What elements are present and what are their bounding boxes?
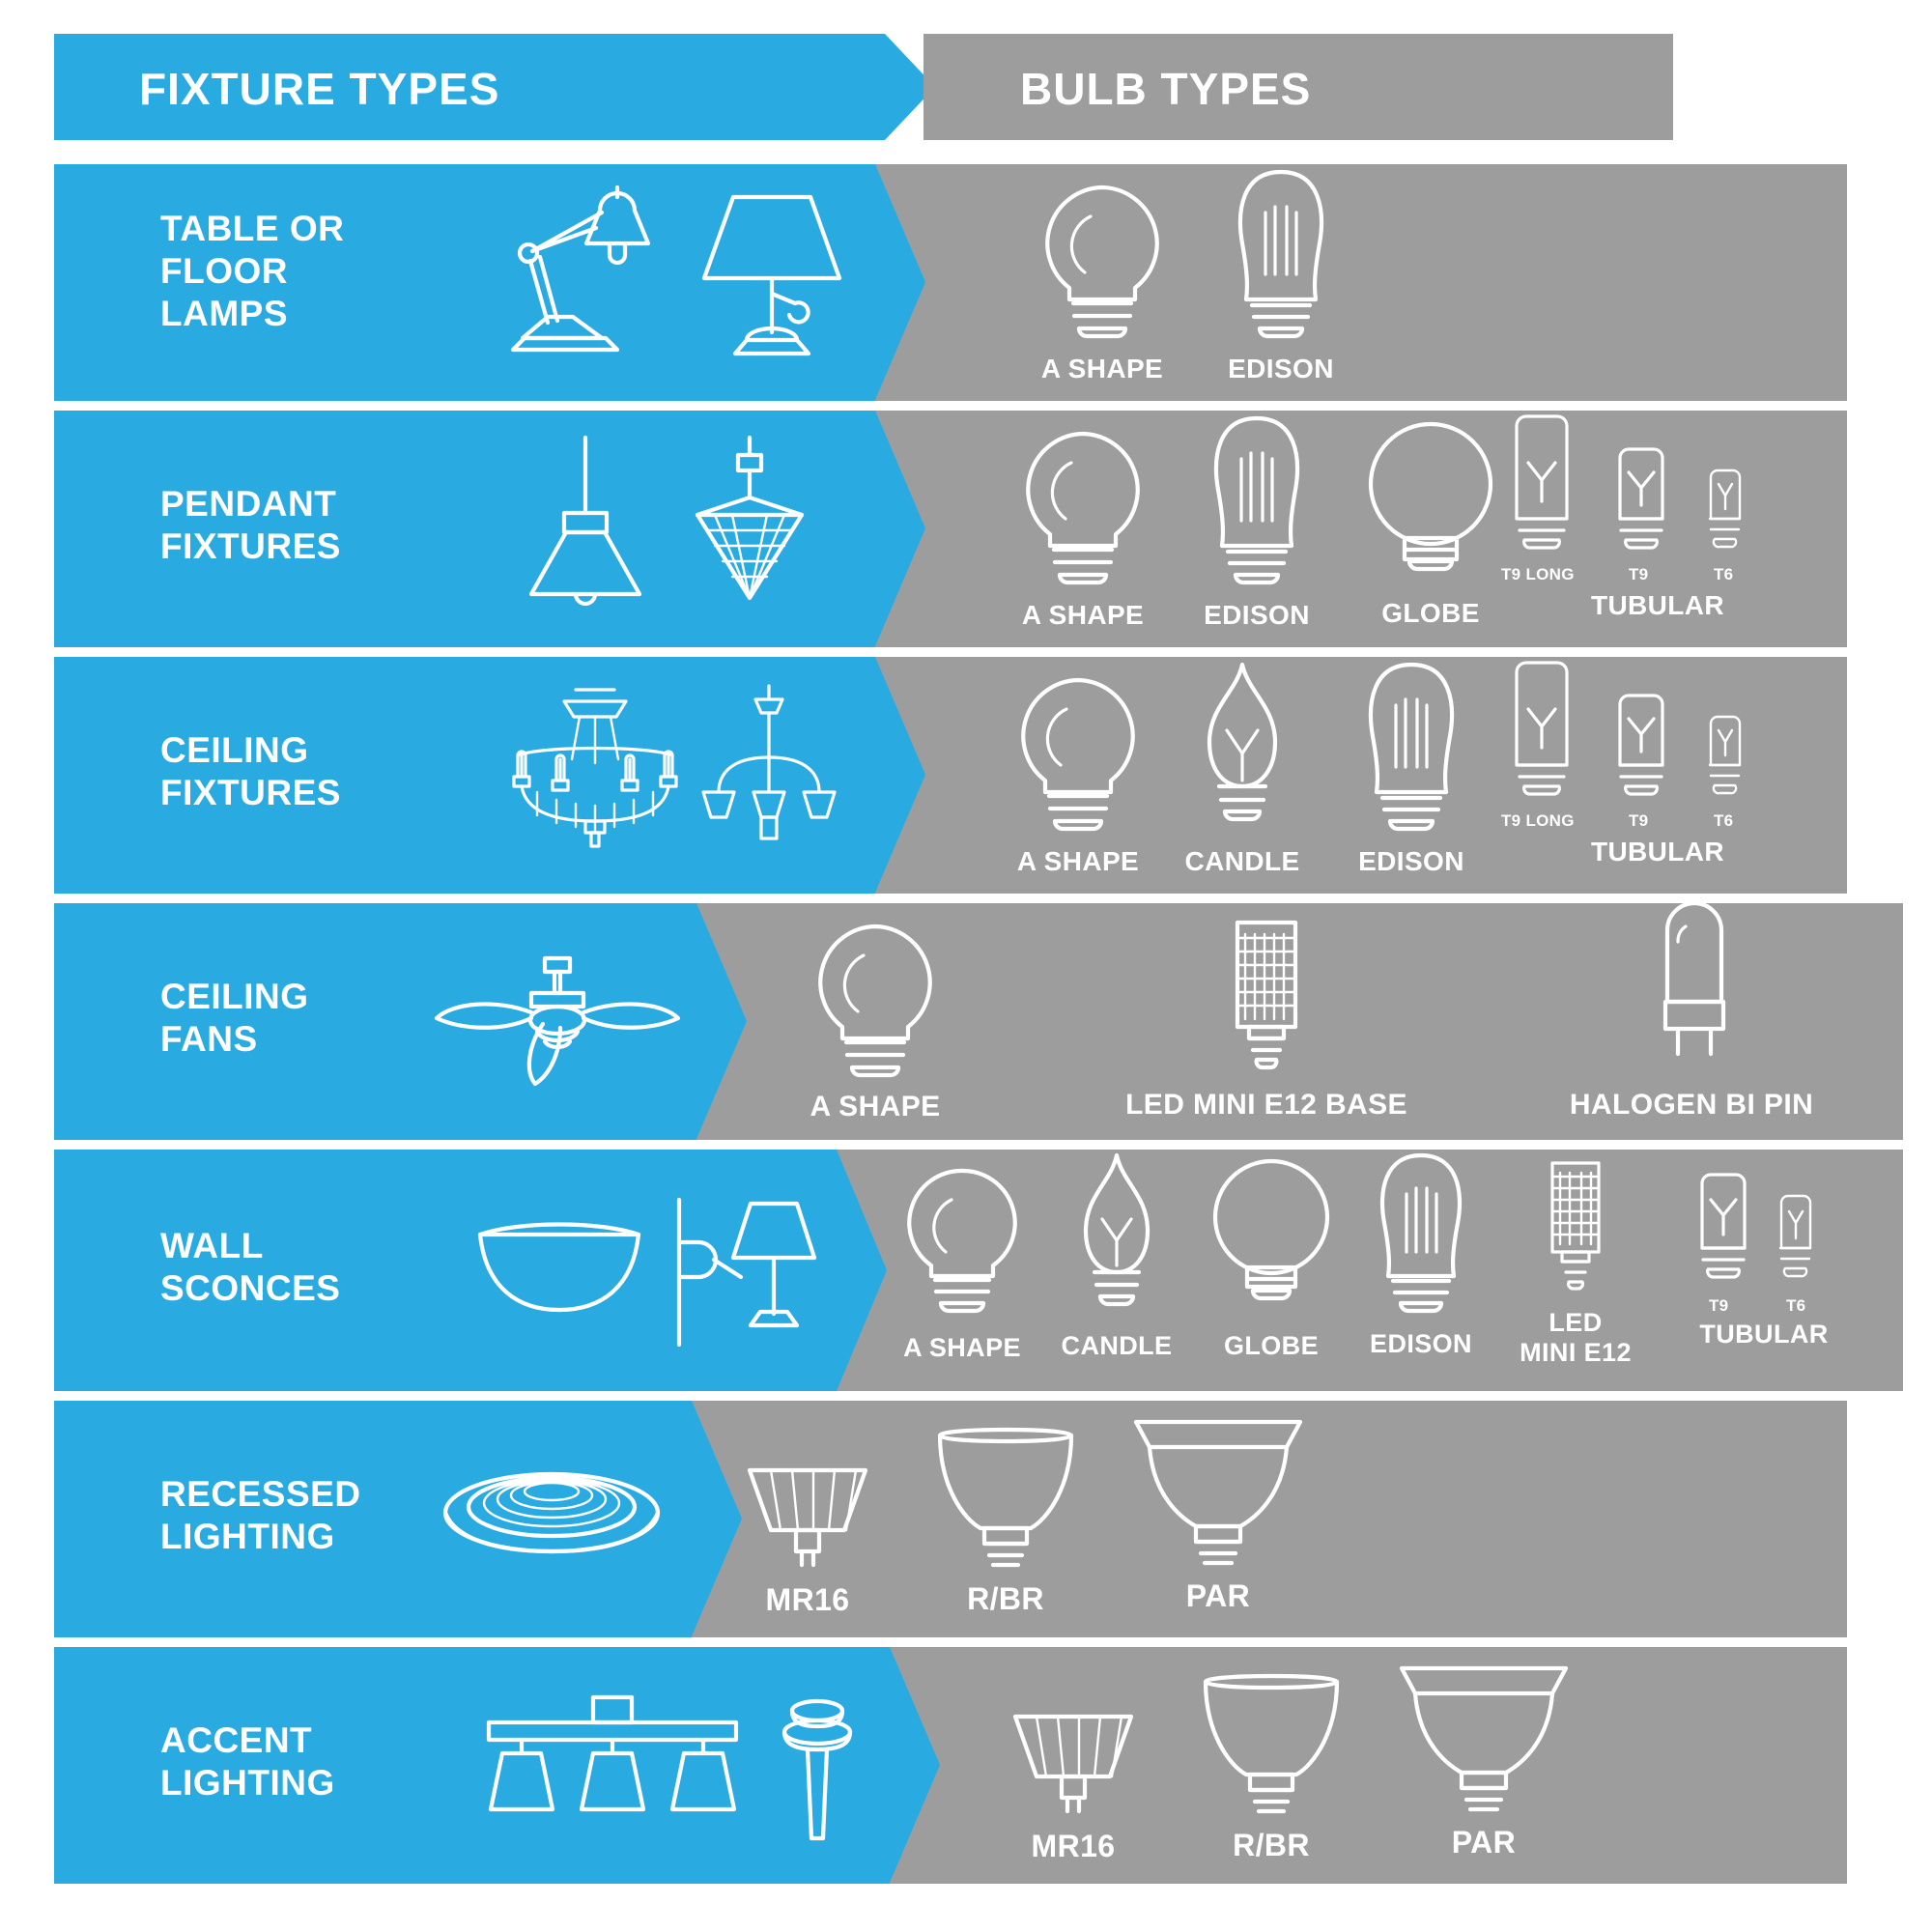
a-shape-bulb-icon [1006,180,1199,342]
edison-bulb-icon [1324,661,1498,835]
bulb-label: A SHAPE [810,1091,941,1122]
fixture-icons [508,438,885,621]
edison-bulb-icon [1339,1151,1503,1320]
small-chandelier-icon [703,686,835,838]
par-bulb-icon [1363,1651,1605,1817]
r-br-bulb-icon [899,1422,1112,1572]
bulb-candle [1155,661,1329,877]
fixture-label-line1: TABLE OR [160,209,345,248]
fixture-label-line1: WALL [160,1226,264,1265]
bulb-label: GLOBE [1223,1331,1319,1360]
row-pendant-fixtures [54,411,1847,647]
bulb-halogen-bi-pin [1489,913,1894,1122]
fixture-label [160,729,341,814]
fixture-icons [474,1198,822,1352]
bulb-a-shape [1006,180,1199,384]
bulb-r-br [899,1422,1112,1617]
bulb-edison [1165,414,1349,631]
bulb-list [875,164,1847,401]
bulb-list [692,1401,1847,1637]
fixture-label [160,1473,361,1558]
header-fixture-title: FIXTURE TYPES [139,64,500,114]
mr16-bulb-icon [711,1464,904,1571]
bulb-label: TUBULAR [1699,1320,1829,1349]
halogen-bi-pin-icon [1489,913,1894,1079]
track-light-icon [489,1697,736,1809]
bulb-mr16 [977,1711,1170,1864]
row-wall-sconces [54,1150,1903,1391]
bulb-label: A SHAPE [1021,600,1145,630]
bulb-label: MR16 [1031,1829,1116,1863]
bulb-label: EDISON [1370,1329,1472,1358]
mr16-bulb-icon [977,1711,1170,1817]
wall-bowl-sconce-icon [480,1225,639,1311]
fixture-icons [494,193,870,377]
a-shape-bulb-icon [754,919,996,1081]
tubular-sublabel-t9-long: T9 LONG [1501,565,1575,583]
row-ceiling-fans [54,903,1903,1140]
desk-lamp-icon [513,187,648,350]
bulb-label: TUBULAR [1590,837,1725,867]
bulb-par [1097,1405,1339,1614]
a-shape-bulb-icon [991,672,1165,835]
bulb-label: R/BR [1233,1828,1310,1862]
par-bulb-icon [1097,1405,1339,1571]
bulb-par [1363,1651,1605,1861]
bulb-candle [1035,1151,1199,1361]
bulb-r-br [1165,1668,1378,1863]
tubular-sublabel-t6: T6 [1714,811,1734,830]
bulb-label: PAR [1185,1578,1251,1613]
bulb-led-mini-e12 [996,913,1537,1122]
fixture-label-line2: LIGHTING [160,1763,335,1803]
bulb-label: EDISON [1204,600,1310,630]
tubular-sublabel-t9: T9 [1629,811,1649,830]
fixture-label-line2: FIXTURES [160,773,341,812]
fixture-label [160,208,344,335]
fixture-label-line1: CEILING [160,730,309,770]
bulb-label: PAR [1451,1825,1517,1860]
fixture-icons [479,684,885,867]
fixture-label [160,1719,335,1804]
tubular-sublabel-t9: T9 [1709,1296,1729,1315]
bulb-label: A SHAPE [903,1333,1021,1362]
path-light-icon [784,1701,850,1838]
tubular-bulb-icon [1493,657,1822,811]
led-mini-e12-icon [1489,1157,1662,1308]
bulb-label: EDISON [1358,846,1464,876]
bulb-label: HALOGEN BI PIN [1569,1089,1814,1121]
wall-shade-sconce-icon [679,1200,814,1345]
tubular-bulb-icon [1493,411,1822,565]
fixture-icons [431,956,682,1092]
bulb-a-shape [991,426,1175,631]
tubular-bulb-icon [1653,1163,1875,1296]
fixture-icons [479,1695,885,1850]
led-mini-e12-icon [996,913,1537,1079]
bulb-label: TUBULAR [1590,590,1725,620]
bulb-label: A SHAPE [1016,846,1140,876]
fixture-label-line1: PENDANT [160,484,337,524]
a-shape-bulb-icon [880,1163,1044,1320]
bulb-tubular-group [1493,411,1822,621]
pendant-cone-icon [531,438,639,604]
bulb-list [837,1150,1903,1391]
fixture-label-line3: LAMPS [160,294,288,333]
bulb-list [890,1647,1847,1884]
fixture-label [160,976,309,1061]
bulb-a-shape [880,1163,1044,1363]
fixture-icons [440,1468,682,1575]
row-accent-lighting [54,1647,1847,1884]
bulb-globe [1189,1157,1353,1361]
candle-bulb-icon [1155,661,1329,835]
bulb-label: GLOBE [1381,598,1480,628]
edison-bulb-icon [1184,168,1378,342]
bulb-a-shape [991,672,1165,877]
bulb-label-line2: MINI E12 [1520,1338,1632,1367]
bulb-mr16 [711,1464,904,1618]
pendant-cage-icon [697,438,802,598]
bulb-led-mini-e12 [1489,1157,1662,1368]
row-ceiling-fixtures [54,657,1847,894]
tubular-sublabel-t9-long: T9 LONG [1501,811,1575,830]
fixture-label [160,1225,340,1310]
tubular-sublabel-t6: T6 [1786,1296,1806,1315]
ceiling-fan-icon [431,956,682,1092]
header [54,34,1615,140]
fixture-label-line1: RECESSED [160,1474,361,1514]
bulb-edison [1339,1151,1503,1359]
row-recessed-lighting [54,1401,1847,1637]
a-shape-bulb-icon [991,426,1175,588]
edison-bulb-icon [1165,414,1349,588]
bulb-label: CANDLE [1061,1331,1173,1360]
bulb-tubular-group [1493,657,1822,867]
fixture-label-line2: FIXTURES [160,526,341,566]
fixture-label-line2: SCONCES [160,1268,341,1308]
fixture-label-line2: FLOOR [160,251,288,291]
bulb-list [875,411,1847,647]
bulb-tubular-group [1653,1163,1875,1350]
fixture-label-line1: CEILING [160,977,309,1016]
fixture-label-line2: LIGHTING [160,1517,335,1556]
table-lamp-icon [704,197,839,354]
bulb-label: R/BR [967,1581,1044,1616]
fixture-label [160,483,341,568]
bulb-label: A SHAPE [1040,354,1164,384]
candle-bulb-icon [1035,1151,1199,1320]
fixture-label-line1: ACCENT [160,1720,313,1760]
bulb-label: LED MINI E12 BASE [1125,1089,1407,1121]
bulb-edison [1324,661,1498,877]
r-br-bulb-icon [1165,1668,1378,1818]
row-table-or-floor-lamps [54,164,1847,401]
tubular-sublabel-t6: T6 [1714,565,1734,583]
fixture-label-line2: FANS [160,1019,258,1059]
globe-bulb-icon [1189,1157,1353,1318]
recessed-can-icon [440,1468,682,1575]
tubular-sublabel-t9: T9 [1629,565,1649,583]
bulb-label: MR16 [765,1582,850,1617]
bulb-label: CANDLE [1184,846,1300,876]
bulb-edison [1184,168,1378,384]
bulb-a-shape [754,919,996,1123]
header-bulb-title: BULB TYPES [1020,64,1312,114]
bulb-list [875,657,1847,894]
bulb-list [696,903,1903,1140]
bulb-label-line1: LED [1548,1308,1603,1337]
bulb-label: EDISON [1228,354,1334,384]
chandelier-icon [514,690,676,846]
